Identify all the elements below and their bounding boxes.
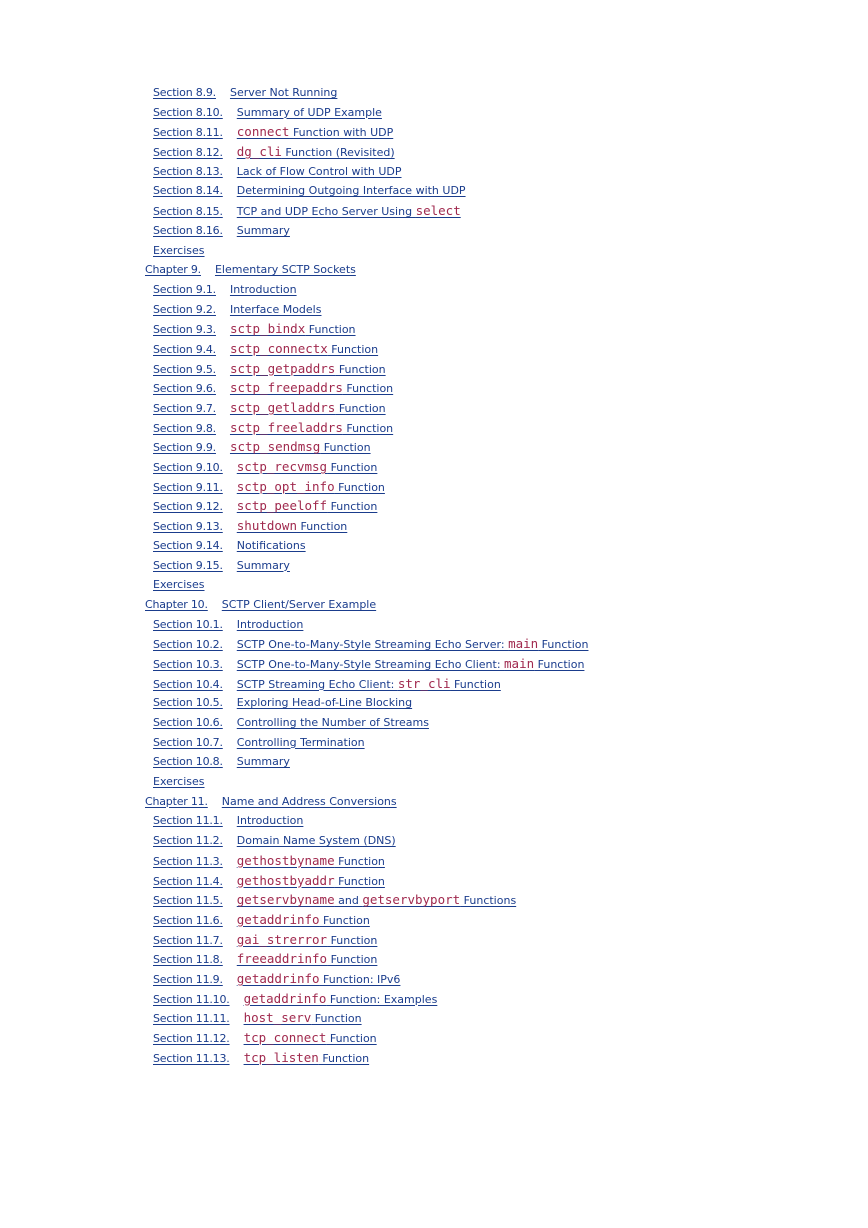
toc-title-text: Controlling the Number of Streams (236, 716, 429, 729)
toc-section-entry (0, 693, 868, 713)
toc-title-text: Function (335, 362, 386, 376)
toc-code-term: getaddrinfo (236, 911, 320, 927)
toc-title-text: Summary of UDP Example (236, 105, 382, 119)
toc-code-term: str_cli (397, 675, 451, 691)
toc-code-term: main (504, 655, 535, 671)
toc-code-term: dg_cli (236, 144, 282, 160)
toc-number: Section 10.2. (153, 638, 223, 652)
toc-section-entry (0, 772, 868, 792)
toc-link[interactable] (153, 382, 393, 395)
toc-number: Section 9.4. (153, 342, 216, 356)
toc-number: Section 10.6. (153, 716, 223, 729)
toc-title-text: Function (311, 1012, 362, 1026)
toc-section-entry (0, 556, 868, 576)
toc-link[interactable] (153, 360, 386, 376)
toc-code-term: sctp_opt_info (236, 478, 335, 494)
toc-number: Section 10.1. (153, 617, 223, 631)
toc-number: Section 9.5. (153, 362, 216, 376)
toc-section-entry (0, 674, 868, 694)
toc-number: Section 11.4. (153, 874, 223, 888)
toc-link[interactable] (153, 716, 429, 729)
toc-section-entry (0, 733, 868, 753)
toc-link[interactable] (153, 419, 394, 435)
toc-title-text: Function (327, 953, 378, 967)
toc-section-entry (0, 142, 868, 162)
toc-code-term: sctp_getpaddrs (229, 360, 336, 376)
toc-code-term: tcp_connect (243, 1030, 327, 1045)
toc-title-text: Function (334, 854, 385, 868)
toc-title-text: Lack of Flow Control with UDP (236, 164, 402, 178)
toc-number: Section 9.3. (153, 323, 216, 337)
toc-code-term: getservbyport (362, 892, 461, 908)
toc-number: Section 11.7. (153, 933, 223, 947)
toc-link[interactable] (153, 675, 501, 691)
toc-section-entry (0, 181, 868, 201)
toc-section-entry (0, 241, 868, 261)
toc-section-entry (0, 890, 868, 910)
toc-title-text: and (334, 894, 363, 908)
toc-link[interactable] (153, 146, 395, 159)
toc-code-term: gethostbyaddr (236, 872, 335, 888)
toc-number: Section 8.10. (153, 105, 223, 119)
toc-section-entry (0, 1008, 868, 1028)
toc-number: Section 11.13. (153, 1051, 230, 1065)
toc-link[interactable] (153, 911, 370, 927)
toc-title-text: Controlling Termination (236, 735, 365, 749)
toc-title-text: Function (319, 913, 370, 927)
toc-title-text: Function (327, 500, 378, 514)
toc-number: Chapter 9. (145, 263, 201, 277)
toc-chapter-entry (0, 260, 868, 280)
toc-title-text: SCTP One-to-Many-Style Streaming Echo Server: (236, 638, 509, 652)
toc-chapter-entry (0, 595, 868, 615)
toc-number: Section 9.12. (153, 500, 223, 514)
toc-link[interactable] (153, 696, 412, 709)
toc-section-entry (0, 831, 868, 851)
toc-section-entry (0, 949, 868, 969)
toc-number: Section 8.15. (153, 205, 223, 219)
toc-section-entry (0, 1028, 868, 1048)
toc-title-text: Interface Models (229, 302, 322, 316)
toc-title-text: Function (342, 421, 394, 435)
toc-link[interactable] (145, 598, 376, 611)
toc-code-term: host_serv (243, 1010, 312, 1026)
toc-number: Section 9.9. (153, 441, 216, 455)
toc-section-entry (0, 339, 868, 359)
toc-section-entry (0, 103, 868, 123)
toc-title-text: Elementary SCTP Sockets (214, 263, 356, 277)
toc-link[interactable] (153, 184, 466, 197)
toc-link[interactable] (153, 953, 377, 966)
toc-section-entry (0, 615, 868, 635)
toc-title-text: Exploring Head-of-Line Blocking (236, 696, 413, 710)
toc-link[interactable] (153, 441, 371, 454)
toc-number: Section 11.11. (153, 1012, 230, 1026)
toc-number: Section 8.14. (153, 184, 223, 198)
toc-link[interactable] (153, 244, 205, 257)
toc-link[interactable] (153, 655, 585, 671)
toc-title-text: Summary (236, 755, 290, 769)
toc-code-term: sctp_freeladdrs (229, 419, 343, 435)
toc-code-term: sctp_freepaddrs (229, 380, 343, 396)
toc-title-text: Function (327, 461, 378, 475)
toc-number: Section 9.8. (153, 421, 216, 435)
toc-link[interactable] (153, 618, 303, 631)
toc-number: Section 8.11. (153, 126, 223, 140)
toc-number: Section 10.5. (153, 696, 223, 710)
toc-section-entry (0, 575, 868, 595)
toc-section-entry (0, 398, 868, 418)
toc-title-text: Introduction (236, 617, 304, 631)
toc-link[interactable] (153, 755, 290, 768)
table-of-contents (0, 83, 868, 1067)
toc-title-text: TCP and UDP Echo Server Using (236, 205, 416, 219)
toc-title-text: Function (327, 342, 379, 356)
toc-number: Section 9.15. (153, 558, 223, 572)
toc-link[interactable] (153, 814, 303, 827)
toc-title-text: Function: Examples (326, 992, 438, 1006)
toc-title-text: Function (327, 933, 378, 947)
toc-section-entry (0, 851, 868, 871)
toc-link[interactable] (153, 500, 377, 513)
toc-link[interactable] (153, 205, 461, 218)
toc-code-term: sctp_bindx (229, 321, 306, 337)
toc-section-entry (0, 536, 868, 556)
toc-number: Section 8.16. (153, 223, 223, 237)
toc-number: Chapter 10. (145, 597, 208, 611)
toc-section-entry (0, 634, 868, 654)
toc-title-text: Domain Name System (DNS) (236, 834, 396, 848)
toc-code-term: main (508, 636, 539, 652)
toc-number: Section 8.9. (153, 86, 216, 99)
toc-section-entry (0, 83, 868, 103)
toc-code-term: connect (236, 124, 290, 140)
toc-title-text: Notifications (236, 538, 306, 552)
toc-number: Section 11.9. (153, 972, 223, 986)
toc-code-term: getservbyname (236, 892, 335, 908)
toc-number: Section 11.1. (153, 814, 223, 828)
toc-code-term: sctp_getladdrs (229, 400, 336, 415)
toc-link[interactable] (153, 834, 396, 847)
toc-link[interactable] (153, 478, 385, 494)
toc-link[interactable] (153, 578, 205, 591)
toc-title-text: SCTP One-to-Many-Style Streaming Echo Client: (236, 657, 505, 671)
toc-code-term: shutdown (236, 518, 297, 534)
toc-title-text: Exercises (153, 243, 205, 257)
toc-link[interactable] (153, 990, 438, 1006)
toc-number: Section 11.12. (153, 1032, 230, 1045)
toc-title-text: Function (538, 638, 589, 652)
toc-section-entry (0, 122, 868, 142)
toc-link[interactable] (153, 303, 321, 316)
toc-section-entry (0, 516, 868, 536)
toc-link[interactable] (153, 340, 379, 356)
toc-number: Section 11.3. (153, 854, 223, 868)
toc-link[interactable] (153, 638, 588, 651)
toc-link[interactable] (153, 852, 385, 868)
toc-link[interactable] (153, 931, 378, 947)
toc-number: Section 10.3. (153, 657, 223, 671)
toc-link[interactable] (153, 1012, 362, 1025)
toc-section-entry (0, 418, 868, 438)
toc-section-entry (0, 969, 868, 989)
toc-title-text: SCTP Client/Server Example (221, 597, 377, 611)
toc-number: Section 9.7. (153, 402, 216, 415)
toc-section-entry (0, 910, 868, 930)
toc-link[interactable] (153, 1032, 377, 1045)
toc-code-term: sctp_sendmsg (229, 439, 321, 455)
toc-section-entry (0, 319, 868, 339)
toc-code-term: sctp_recvmsg (236, 459, 328, 475)
toc-title-text: SCTP Streaming Echo Client: (236, 677, 398, 691)
toc-link[interactable] (153, 894, 516, 907)
toc-title-text: Function (335, 402, 386, 415)
toc-link[interactable] (153, 520, 347, 533)
toc-link[interactable] (153, 323, 356, 336)
toc-title-text: Function (534, 657, 585, 671)
toc-link[interactable] (153, 1049, 370, 1065)
toc-number: Section 8.13. (153, 164, 223, 178)
toc-title-text: Function (Revisited) (281, 146, 395, 160)
toc-title-text: Function (334, 874, 385, 888)
toc-title-text: Function with UDP (289, 126, 394, 140)
toc-section-entry (0, 378, 868, 398)
toc-link[interactable] (153, 775, 205, 788)
toc-title-text: Introduction (229, 282, 297, 296)
toc-code-term: getaddrinfo (236, 970, 320, 986)
toc-section-entry (0, 437, 868, 457)
toc-link[interactable] (153, 165, 402, 178)
toc-link[interactable] (153, 559, 290, 572)
toc-section-entry (0, 280, 868, 300)
toc-code-term: getaddrinfo (243, 990, 327, 1006)
toc-link[interactable] (153, 872, 385, 888)
toc-code-term: select (415, 203, 461, 219)
toc-number: Section 9.2. (153, 302, 216, 316)
toc-number: Section 10.4. (153, 677, 223, 691)
toc-section-entry (0, 162, 868, 182)
toc-title-text: Function (318, 1051, 370, 1065)
toc-number: Section 11.5. (153, 894, 223, 908)
toc-link[interactable] (153, 86, 337, 99)
toc-section-entry (0, 989, 868, 1009)
toc-title-text: Function (320, 441, 371, 455)
toc-title-text: Function (296, 520, 348, 534)
toc-title-text: Name and Address Conversions (221, 794, 397, 808)
toc-title-text: Introduction (236, 814, 304, 828)
toc-code-term: gai_strerror (236, 931, 328, 947)
toc-link[interactable] (153, 106, 382, 119)
toc-chapter-entry (0, 792, 868, 812)
toc-code-term: sctp_connectx (229, 340, 328, 356)
toc-section-entry (0, 201, 868, 221)
toc-number: Section 11.8. (153, 953, 223, 967)
toc-number: Section 8.12. (153, 146, 223, 160)
toc-number: Chapter 11. (145, 794, 208, 808)
toc-code-term: freeaddrinfo (236, 951, 328, 967)
toc-title-text: Function (342, 382, 394, 396)
toc-link[interactable] (145, 263, 356, 276)
toc-title-text: Determining Outgoing Interface with UDP (236, 184, 466, 198)
toc-link[interactable] (153, 126, 393, 139)
toc-number: Section 9.1. (153, 282, 216, 296)
toc-section-entry (0, 930, 868, 950)
toc-number: Section 11.6. (153, 913, 223, 927)
toc-number: Section 9.10. (153, 461, 223, 475)
toc-title-text: Server Not Running (229, 86, 338, 99)
toc-section-entry (0, 871, 868, 891)
toc-link[interactable] (153, 736, 365, 749)
toc-link[interactable] (145, 795, 397, 808)
toc-section-entry (0, 752, 868, 772)
toc-code-term: sctp_peeloff (236, 498, 328, 514)
toc-number: Section 11.10. (153, 992, 230, 1006)
toc-section-entry (0, 359, 868, 379)
toc-code-term: tcp_listen (243, 1049, 319, 1065)
toc-title-text: Exercises (153, 578, 205, 592)
toc-title-text: Function (334, 480, 385, 494)
toc-link[interactable] (153, 283, 297, 296)
toc-section-entry (0, 654, 868, 674)
toc-title-text: Summary (236, 223, 290, 237)
toc-title-text: Function (450, 677, 501, 691)
toc-section-entry (0, 496, 868, 516)
toc-number: Section 10.7. (153, 735, 223, 749)
toc-title-text: Function (305, 323, 356, 337)
toc-section-entry (0, 811, 868, 831)
toc-title-text: Function: IPv6 (319, 972, 401, 986)
toc-number: Section 11.2. (153, 834, 223, 848)
toc-number: Section 9.13. (153, 520, 223, 534)
toc-link[interactable] (153, 461, 377, 474)
toc-section-entry (0, 300, 868, 320)
toc-link[interactable] (153, 224, 290, 237)
toc-section-entry (0, 457, 868, 477)
toc-link[interactable] (153, 539, 306, 552)
toc-title-text: Exercises (153, 775, 205, 789)
toc-link[interactable] (153, 970, 401, 986)
toc-title-text: Summary (236, 558, 290, 572)
toc-section-entry (0, 221, 868, 241)
toc-section-entry (0, 477, 868, 497)
toc-section-entry (0, 713, 868, 733)
toc-number: Section 10.8. (153, 755, 223, 769)
toc-code-term: gethostbyname (236, 852, 335, 868)
toc-number: Section 9.6. (153, 382, 216, 396)
toc-link[interactable] (153, 402, 386, 415)
toc-number: Section 9.14. (153, 538, 223, 552)
toc-number: Section 9.11. (153, 480, 223, 494)
toc-section-entry (0, 1048, 868, 1068)
toc-title-text: Functions (460, 894, 517, 908)
toc-title-text: Function (326, 1032, 377, 1045)
